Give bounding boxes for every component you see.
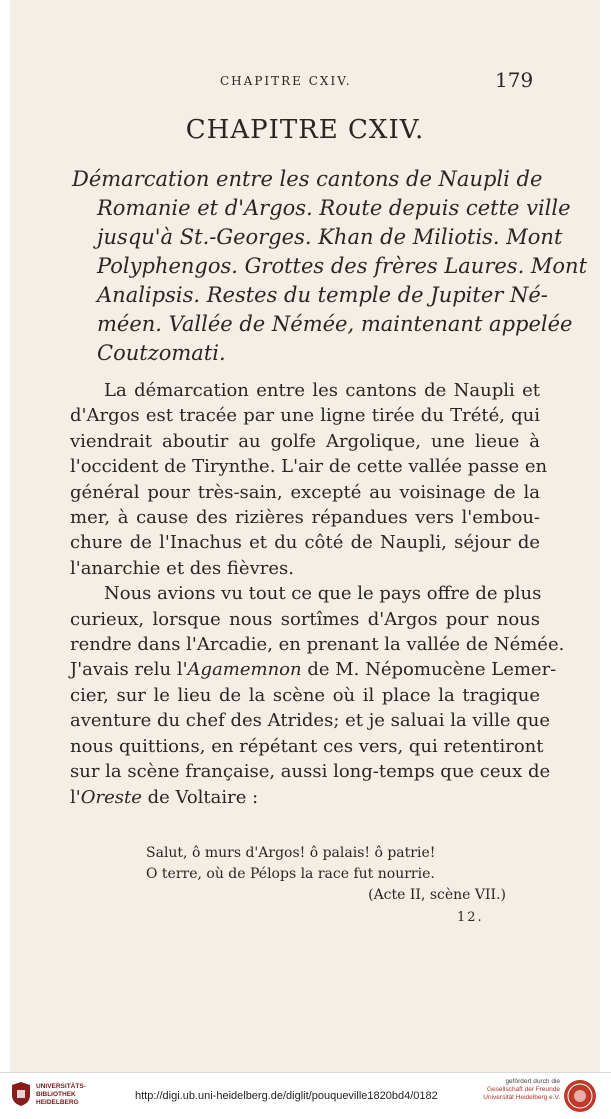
summary-line: Romanie et d'Argos. Route depuis cette ville — [97, 196, 571, 220]
summary-line: jusqu'à St.-Georges. Khan de Miliotis. Mont — [97, 225, 563, 249]
verse-line: O terre, où de Pélops la race fut nourrie. — [146, 866, 435, 882]
library-name-line: BIBLIOTHEK — [36, 1091, 76, 1098]
footer-bar — [0, 1072, 611, 1119]
summary-line: Démarcation entre les cantons de Naupli de — [72, 167, 543, 191]
verse-quote — [146, 843, 506, 906]
running-head-title: CHAPITRE CXIV. — [220, 74, 352, 88]
library-name-line: UNIVERSITÄTS- — [36, 1083, 86, 1090]
text-fragment: l' — [70, 786, 81, 808]
sponsor-line: Gesellschaft der Freunde — [487, 1086, 560, 1093]
summary-line: Analipsis. Restes du temple de Jupiter Né- — [97, 283, 548, 307]
paragraph1-line: La démarcation entre les cantons de Naupli et — [104, 380, 540, 401]
paragraph1-line: l'anarchie et des fièvres. — [70, 557, 294, 579]
library-name-line: HEIDELBERG — [36, 1099, 79, 1106]
summary-line: Coutzomati. — [97, 341, 226, 365]
sponsor-line: Universität Heidelberg e.V. — [483, 1094, 560, 1101]
work-title: Oreste — [80, 786, 142, 808]
paragraph2-line — [70, 785, 540, 810]
university-seal-icon — [563, 1079, 597, 1113]
chapter-title: CHAPITRE CXIV. — [185, 115, 425, 145]
source-url-link[interactable]: http://digi.ub.uni-heidelberg.de/diglit/pouqueville1820bd4/0182 — [135, 1090, 438, 1102]
paragraph2-line: curieux, lorsque nous sortîmes d'Argos pour nous — [70, 608, 540, 630]
paragraph2-line — [70, 657, 557, 682]
verse-citation: (Acte II, scène VII.) — [368, 887, 506, 903]
page-number: 179 — [495, 68, 534, 92]
body-text — [70, 378, 565, 810]
paragraph1-line: chure de l'Inachus et du côté de Naupli, séjour de — [70, 532, 540, 554]
text-fragment: de M. Népomucène Lemer- — [301, 659, 557, 681]
sponsor-line: gefördert durch die — [505, 1078, 560, 1085]
paragraph2-line: nous quittions, en répétant ces vers, qui retentiront — [70, 735, 544, 757]
book-page — [10, 0, 600, 1072]
paragraph2-line: aventure du chef des Atrides; et je saluai la ville que — [70, 710, 550, 732]
summary-line: Polyphengos. Grottes des frères Laures. Mont — [97, 254, 588, 278]
text-fragment: de Voltaire : — [141, 786, 259, 808]
paragraph1-line: mer, à cause des rizières répandues vers l'embou- — [70, 507, 540, 529]
signature-mark: 12. — [457, 910, 484, 925]
paragraph2-line: Nous avions vu tout ce que le pays offre de plus — [104, 583, 542, 605]
library-name — [36, 1083, 86, 1107]
library-logo-icon — [10, 1081, 32, 1107]
sponsor-text — [470, 1078, 560, 1102]
paragraph2-line: sur la scène française, aussi long-temps que ceux de — [70, 761, 551, 783]
paragraph1-line: l'occident de Tirynthe. L'air de cette vallée passe en — [70, 456, 548, 478]
paragraph2-line: rendre dans l'Arcadie, en prenant la vallée de Némée. — [70, 634, 565, 656]
paragraph1-line: d'Argos est tracée par une ligne tirée du Trété, qui — [70, 405, 540, 427]
chapter-summary — [72, 165, 588, 368]
summary-line: méen. Vallée de Némée, maintenant appelée — [97, 312, 573, 336]
text-fragment: J'avais relu l' — [70, 659, 188, 681]
paragraph1-line: viendrait aboutir au golfe Argolique, une lieue à — [70, 430, 540, 452]
work-title: Agamemnon — [187, 659, 302, 681]
verse-line: Salut, ô murs d'Argos! ô palais! ô patrie! — [146, 845, 436, 861]
paragraph2-line: cier, sur le lieu de la scène où il place la tragique — [70, 684, 540, 706]
paragraph1-line: général pour très-sain, excepté au voisinage de la — [70, 481, 540, 503]
